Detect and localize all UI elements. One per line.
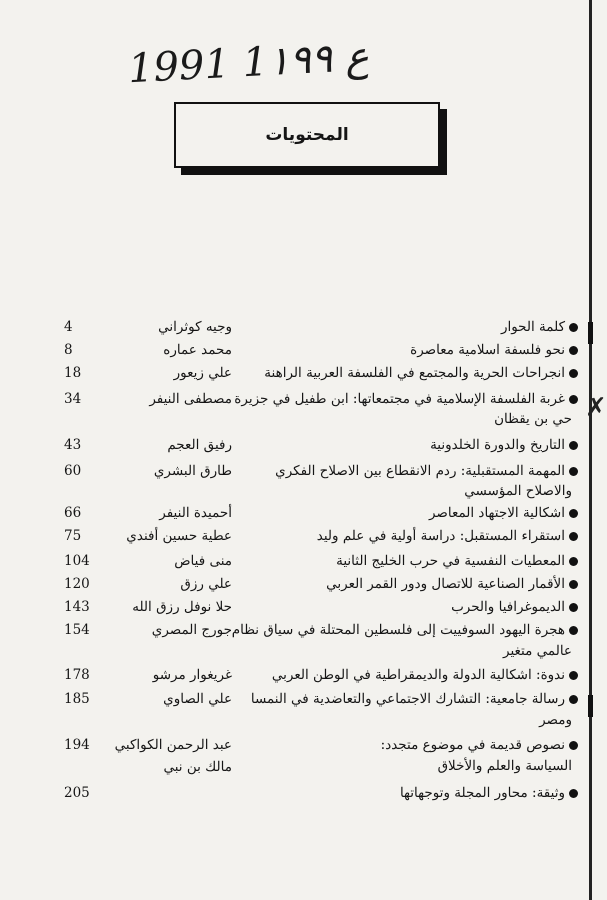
handwritten-note: 1991 ع 1١٩٩ [126,33,371,93]
toc-entry[interactable] [0,388,600,410]
bullet-icon [569,346,578,355]
entry-title: غربة الفلسفة الإسلامية في مجتمعاتها: ابن طفيل في جزيرة [208,388,578,410]
toc-entry[interactable] [0,573,600,595]
toc-entry-author-continuation [0,756,600,778]
toc-entry[interactable] [0,619,600,641]
toc-entry[interactable] [0,596,600,618]
entry-title-continuation: والاصلاح المؤسسي [464,483,572,499]
author-name: غريغوار مرشو [152,667,232,683]
entry-title: اشكالية الاجتهاد المعاصر [208,502,578,524]
author-name: مصطفى النيفر [149,391,232,407]
entry-title: نحو فلسفة اسلامية معاصرة [208,339,578,361]
entry-title: انجراحات الحرية والمجتمع في الفلسفة العربية الراهنة [208,362,578,384]
entry-title: رسالة جامعية: التشارك الاجتماعي والتعاضدية في النمسا [208,688,578,710]
bullet-icon [569,695,578,704]
toc-entry[interactable] [0,460,600,482]
toc-entry[interactable] [0,734,600,756]
entry-title: وثيقة: محاور المجلة وتوجهاتها [208,782,578,804]
toc-entry[interactable] [0,550,600,572]
entry-title: الأقمار الصناعية للاتصال ودور القمر العربي [208,573,578,595]
author-name: جورج المصري [151,622,232,638]
entry-title-continuation: حي بن يقظان [494,411,572,427]
author-name: حلا نوفل رزق الله [132,599,232,615]
entry-title: الديموغرافيا والحرب [208,596,578,618]
bullet-icon [569,369,578,378]
entry-title: التاريخ والدورة الخلدونية [208,434,578,456]
bullet-icon [569,626,578,635]
author-name: وجيه كوثراني [158,319,232,335]
toc-entry[interactable] [0,316,600,338]
author-name: علي زيعور [173,365,232,381]
page-number: 75 [64,528,82,544]
contents-title-box [174,102,440,168]
bullet-icon [569,395,578,404]
margin-pen-mark: ✗ [585,393,607,423]
page-number: 143 [64,599,90,615]
author-name: منى فياض [174,553,232,569]
bullet-icon [569,441,578,450]
bullet-icon [569,323,578,332]
page-number: 104 [64,553,90,569]
bullet-icon [569,557,578,566]
toc-entry[interactable] [0,502,600,524]
entry-title: كلمة الحوار [208,316,578,338]
bullet-icon [569,603,578,612]
page-number: 60 [64,463,82,479]
toc-entry[interactable] [0,525,600,547]
author-name: طارق البشري [153,463,232,479]
author-name: عطية حسين أفندي [126,528,232,544]
author-name: مالك بن نبي [163,759,232,775]
entry-title-continuation: السياسة والعلم والأخلاق [437,758,572,774]
page-number: 120 [64,576,90,592]
page-number: 66 [64,505,82,521]
entry-title: المهمة المستقبلية: ردم الانقطاع بين الاصلاح الفكري [208,460,578,482]
page-number: 194 [64,737,90,753]
bullet-icon [569,580,578,589]
entry-title: المعطيات النفسية في حرب الخليج الثانية [208,550,578,572]
entry-title-continuation: عالمي متغير [503,643,572,659]
page-number: 18 [64,365,82,381]
entry-title: استقراء المستقبل: دراسة أولية في علم وليد [208,525,578,547]
author-name: أحميدة النيفر [159,505,232,521]
page-number: 34 [64,391,82,407]
entry-title-continuation: ومصر [539,712,572,728]
toc-entry[interactable] [0,434,600,456]
entry-title: نصوص قديمة في موضوع متجدد: [208,734,578,756]
toc-entry[interactable] [0,688,600,710]
author-name: رفيق العجم [167,437,232,453]
toc-entry[interactable] [0,664,600,686]
page-number: 178 [64,667,90,683]
toc-entry[interactable] [0,362,600,384]
bullet-icon [569,741,578,750]
page-number: 43 [64,437,82,453]
author-name: عبد الرحمن الكواكبي [114,737,232,753]
page-number: 4 [64,319,73,335]
entry-title: ندوة: اشكالية الدولة والديمقراطية في الوطن العربي [208,664,578,686]
author-name: محمد عماره [163,342,232,358]
page-number: 8 [64,342,73,358]
author-name: علي رزق [180,576,232,592]
bullet-icon [569,671,578,680]
toc-entry[interactable] [0,782,600,804]
bullet-icon [569,467,578,476]
page-number: 154 [64,622,90,638]
bullet-icon [569,532,578,541]
bullet-icon [569,789,578,798]
toc-entry[interactable] [0,339,600,361]
page-title: المحتويات [265,125,349,145]
author-name: علي الصاوي [163,691,232,707]
page-number: 185 [64,691,90,707]
entry-title: هجرة اليهود السوفييت إلى فلسطين المحتلة في سياق نظام [208,619,578,641]
bullet-icon [569,509,578,518]
page-number: 205 [64,785,90,801]
